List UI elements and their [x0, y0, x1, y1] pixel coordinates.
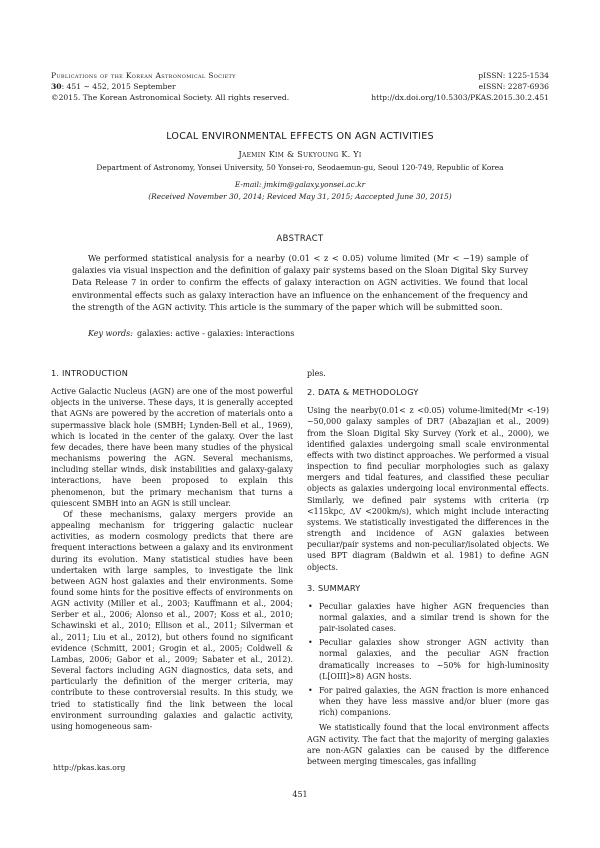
bullet-icon: • — [308, 685, 313, 695]
section-heading-summary: 3. SUMMARY — [307, 582, 361, 593]
journal-header — [51, 70, 289, 103]
right-column — [307, 368, 549, 767]
keywords — [88, 329, 294, 338]
summary-paragraph: We statistically found that the local environment affects AGN activity. The fact that the majority of merging galaxies are non-AGN galaxies can be caused by the difference between merging timescales, gas infalling — [307, 723, 549, 766]
abstract-heading: ABSTRACT — [276, 233, 324, 243]
section-heading-introduction: 1. INTRODUCTION — [51, 368, 129, 378]
page-range: : 451 ∼ 452, 2015 September — [61, 82, 176, 91]
list-item: • For paired galaxies, the AGN fraction is more enhanced when they have less massive and/or bluer (more gas rich) companions. — [308, 685, 549, 718]
bullet-icon: • — [308, 638, 313, 648]
eissn: eISSN: 2287-6936 — [478, 82, 549, 91]
volume-number: 30 — [51, 82, 62, 91]
list-item: • Peculiar galaxies show stronger AGN activity than normal galaxies, and the peculiar AGN fraction dramatically increases to ∼50% for high-luminosity (L[OIII]>8) AGN hosts. — [308, 638, 549, 681]
left-column — [51, 368, 293, 732]
email[interactable]: E-mail: jmkim@galaxy.yonsei.ac.kr — [234, 180, 366, 189]
issn-header — [371, 70, 549, 103]
affiliation: Department of Astronomy, Yonsei University, 50 Yonsei-ro, Seodaemun-gu, Seoul 120-749, Republic of Korea — [96, 163, 504, 172]
paper-title: LOCAL ENVIRONMENTAL EFFECTS ON AGN ACTIVITIES — [166, 131, 434, 142]
authors: Jaemin Kim & Sukyoung K. Yi — [238, 150, 362, 159]
journal-name: Publications of the Korean Astronomical Society — [51, 71, 236, 80]
received-dates: (Received November 30, 2014; Reviced May 31, 2015; Aaccepted June 30, 2015) — [148, 192, 452, 201]
pissn: pISSN: 1225-1534 — [478, 71, 549, 80]
intro-paragraph-2: Of these mechanisms, galaxy mergers provide an appealing mechanism for triggering galactic nuclear activities, as modern cosmology predicts that there are frequent interactions between a galaxy and its environment during its evolution. Many statistical studies have been undertaken with large samples, to investigate the link between AGN host galaxies and their environments. Some found some hints for the positive effects of environments on AGN activity (Miller et al., 2003; Kauffmann et al., 2004; Serber et al., 2006; Alonso et al., 2007; Koss et al., 2010; Schawinski et al., 2010; Ellison et al., 2011; Silverman et al., 2011; Liu et al., 2012), but others found no significant evidence (Schmitt, 2001; Grogin et al., 2005; Coldwell & Lambas, 2006; Gabor et al., 2009; Sabater et al., 2012). Several factors including AGN diagnostics, data sets, and particularly the definition of the merger criteria, may contribute to these controversial results. In this study, we tried to statistically find the link between the local environment surrounding galaxies and galactic activity, using homogeneous sam- — [51, 509, 293, 731]
summary-list — [307, 601, 549, 719]
intro-paragraph-1: Active Galactic Nucleus (AGN) are one of the most powerful objects in the universe. These days, it is generally accepted that AGNs are powered by the accretion of materials onto a supermassive black hole (SMBH; Lynden-Bell et al., 1969), which is located in the center of the galaxy. Over the last few decades, there have been many studies of the physical mechanisms powering the AGN. Several mechanisms, including stellar winds, disk instabilities and galaxy-galaxy interactions, have been proposed to explain this phenomenon, but the primary mechanism that turns a quiescent SMBH into an AGN is still unclear. — [51, 387, 293, 508]
keywords-label: Key words: — [88, 329, 133, 338]
page-number: 451 — [292, 790, 308, 799]
footer-url[interactable]: http://pkas.kas.org — [53, 763, 126, 772]
bullet-icon: • — [308, 601, 313, 611]
doi-link[interactable]: http://dx.doi.org/10.5303/PKAS.2015.30.2.451 — [371, 93, 549, 102]
abstract-text: We performed statistical analysis for a nearby (0.01 < z < 0.05) volume limited (Mr < −19) sample of galaxies via visual inspection and the definition of galaxy pair systems based on the Sloan Digital Sky Survey Data Release 7 in order to confirm the effects of galaxy interaction on AGN activities. We found that local environmental effects such as galaxy interaction have an influence on the enhancement of the frequency and the strength of the AGN activity. This article is the summary of the paper which will be submitted soon. — [72, 253, 528, 312]
keywords-value: galaxies: active - galaxies: interactions — [136, 329, 295, 338]
copyright: ©2015. The Korean Astronomical Society. All rights reserved. — [51, 93, 290, 102]
list-item: • Peculiar galaxies have higher AGN frequencies than normal galaxies, and a similar trend is shown for the pair-isolated cases. — [308, 601, 549, 634]
section-heading-data: 2. DATA & METHODOLOGY — [307, 387, 419, 398]
data-paragraph: Using the nearby(0.01< z <0.05) volume-limited(Mr <-19) ∼50,000 galaxy samples of DR7 (Abazajian et al., 2009) from the Sloan Digital Sky Survey (York et al., 2000), we identified galaxies undergoing small scale environmental effects with two distinct approaches. We performed a visual inspection to find peculiar morphologies such as galaxy mergers and tidal features, and classified these peculiar objects as galaxies undergoing local environmental effects. Similarly, we defined pair systems with criteria (rp <115kpc, ΔV <200km/s), which might include interacting systems. We statistically investigated the differences in the strength and incidence of AGN galaxies between peculiar/pair systems and non-peculiar/isolated objects. We used BPT diagram (Baldwin et al. 1981) to define AGN objects. — [307, 406, 549, 572]
intro-continuation: ples. — [307, 369, 326, 378]
